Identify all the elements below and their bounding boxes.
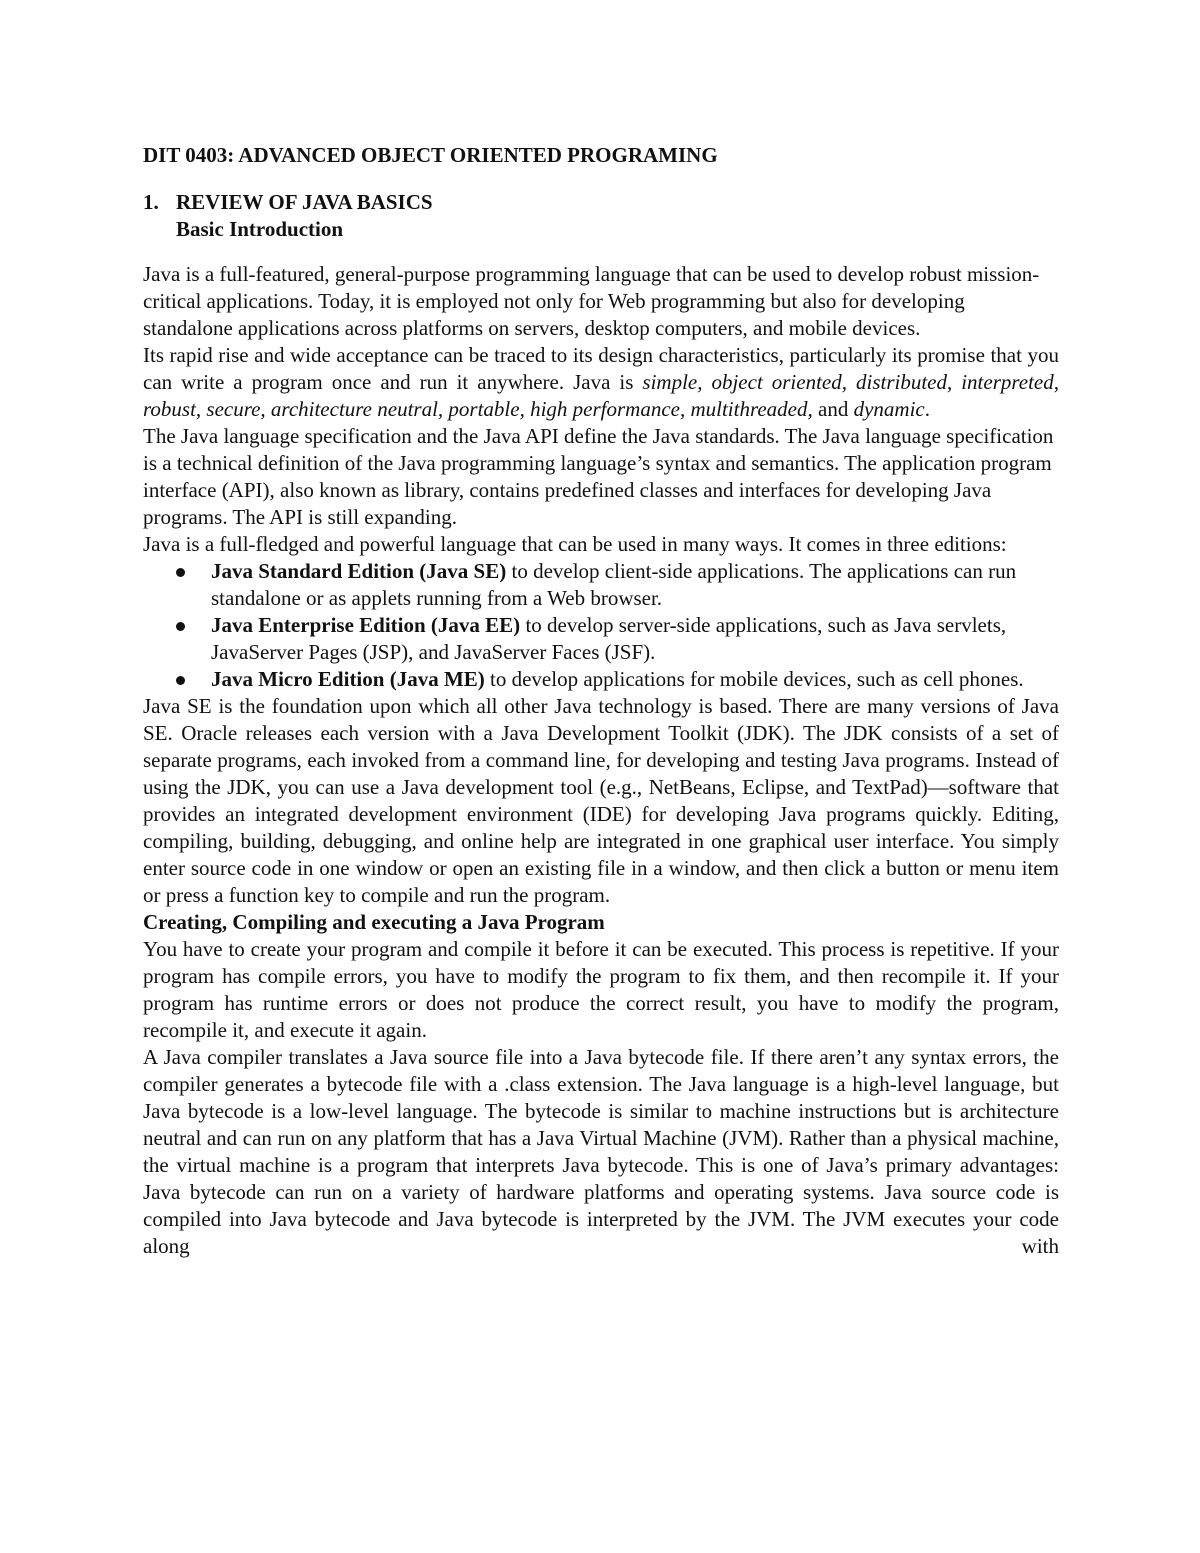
paragraph-standards: The Java language specification and the Java API define the Java standards. The Java language specification is a technical definition of the Java programming language’s syntax and semantics. The application program interface (API), also known as library, contains predefined classes and interfaces for developing Java programs. The API is still expanding. [143, 424, 1054, 529]
section-heading [143, 189, 1059, 216]
edition-desc: to develop client-side applications. The applications can run standalone or as applets running from a Web browser. [211, 559, 1017, 610]
characteristics-end: . [924, 397, 930, 421]
section-heading-compiling: Creating, Compiling and executing a Java Program [143, 910, 605, 934]
document-title: DIT 0403: ADVANCED OBJECT ORIENTED PROGRAMING [143, 143, 718, 167]
document-page [143, 142, 1059, 1260]
paragraph-bytecode: A Java compiler translates a Java source file into a Java bytecode file. If there aren’t any syntax errors, the compiler generates a bytecode file with a .class extension. The Java language is a high-level language, but Java bytecode is a low-level language. The bytecode is similar to machine instructions but is architecture neutral and can run on any platform that has a Java Virtual Machine (JVM). Rather than a physical machine, the virtual machine is a program that interprets Java bytecode. This is one of Java’s primary advantages: Java bytecode can run on a variety of hardware platforms and operating systems. Java source code is compiled into Java bytecode and Java bytecode is interpreted by the JVM. The JVM executes your code along with [143, 1045, 1059, 1258]
paragraph-characteristics [143, 342, 1059, 423]
edition-name: Java Standard Edition (Java SE) [211, 559, 507, 583]
editions-list [143, 558, 1059, 693]
characteristics-traits: simple, object oriented, distributed, interpreted, robust, secure, architecture neutral, portable, high performance, multithreaded, [143, 370, 1059, 421]
characteristics-lead: Its rapid rise and wide acceptance can be traced to its design characteristics, particularly its promise that you can write a program once and run it anywhere. Java is [143, 343, 1059, 394]
bullet-icon [176, 622, 185, 631]
list-item [143, 666, 1059, 693]
characteristics-and: and [812, 397, 854, 421]
paragraph-java-se: Java SE is the foundation upon which all other Java technology is based. There are many versions of Java SE. Oracle releases each version with a Java Development Toolkit (JDK). The JDK consists of a set of separate programs, each invoked from a command line, for developing and testing Java programs. Instead of using the JDK, you can use a Java development tool (e.g., NetBeans, Eclipse, and TextPad)—software that provides an integrated development environment (IDE) for developing Java programs quickly. Editing, compiling, building, debugging, and online help are integrated in one graphical user interface. You simply enter source code in one window or open an existing file in a window, and then click a button or menu item or press a function key to compile and run the program. [143, 694, 1059, 907]
edition-name: Java Micro Edition (Java ME) [211, 667, 485, 691]
list-item [143, 612, 1059, 666]
edition-name: Java Enterprise Edition (Java EE) [211, 613, 521, 637]
section-number: 1. [143, 190, 159, 214]
bullet-icon [176, 676, 185, 685]
paragraph-compile-cycle: You have to create your program and compile it before it can be executed. This process is repetitive. If your program has compile errors, you have to modify the program to fix them, and then recompile it. If your program has runtime errors or does not produce the correct result, you have to modify the program, recompile it, and execute it again. [143, 937, 1059, 1042]
edition-desc: to develop server-side applications, such as Java servlets, JavaServer Pages (JSP), and JavaServer Faces (JSF). [211, 613, 1007, 664]
section-title: REVIEW OF JAVA BASICS [176, 190, 433, 214]
paragraph-intro: Java is a full-featured, general-purpose programming language that can be used to develop robust mission-critical applications. Today, it is employed not only for Web programming but also for developing standalone applications across platforms on servers, desktop computers, and mobile devices. [143, 262, 1040, 340]
list-item [143, 558, 1059, 612]
paragraph-editions-intro: Java is a full-fledged and powerful language that can be used in many ways. It comes in three editions: [143, 532, 1007, 556]
characteristics-last-trait: dynamic [853, 397, 925, 421]
subsection-heading: Basic Introduction [176, 217, 344, 241]
bullet-icon [176, 568, 185, 577]
edition-desc: to develop applications for mobile devices, such as cell phones. [484, 667, 1024, 691]
